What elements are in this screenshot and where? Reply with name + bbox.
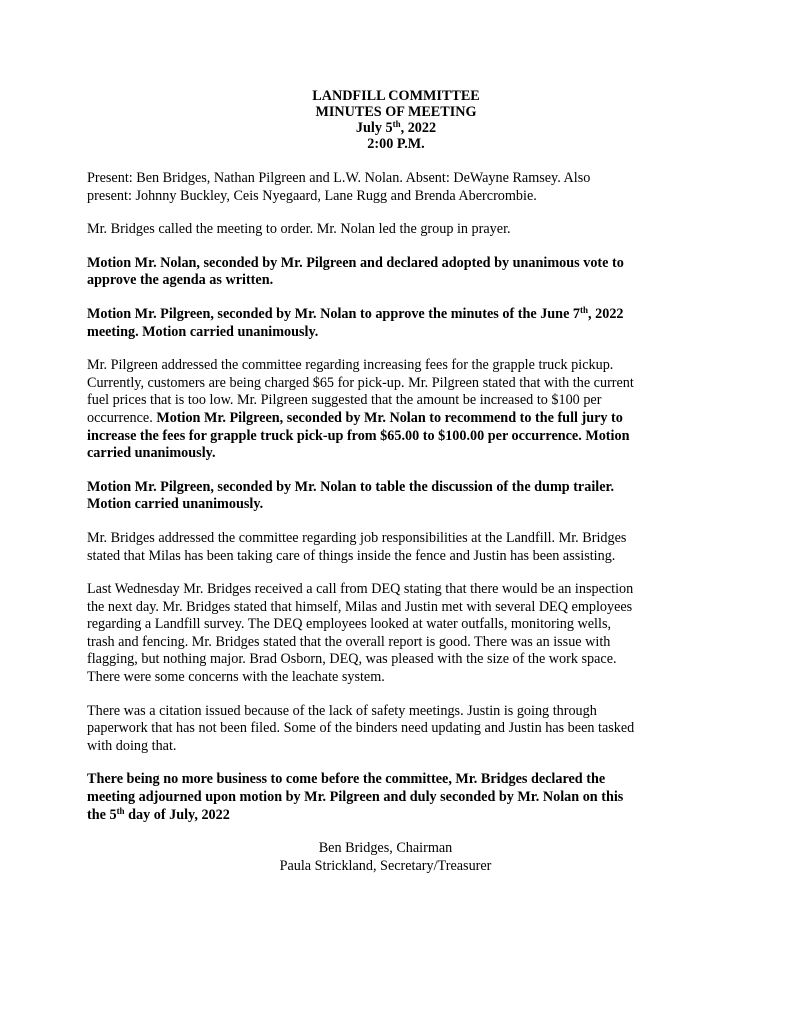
document-header — [90, 88, 702, 152]
deq-inspection-paragraph: Last Wednesday Mr. Bridges received a call from DEQ stating that there would be an inspection the next day. Mr. Bridges stated that himself, Milas and Justin met with several DEQ employees regarding a Landfill survey. The DEQ employees looked at water outfalls, monitoring wells, trash and fencing. Mr. Bridges stated that the overall report is good. There was an issue with flagging, but nothing major. Brad Osborn, DEQ, was pleased with the size of the work space. There were some concerns with the leachate system. — [87, 581, 634, 686]
committee-name: LANDFILL COMMITTEE — [312, 88, 480, 104]
motion-agenda-paragraph: Motion Mr. Nolan, seconded by Mr. Pilgreen and declared adopted by unanimous vote to approve the agenda as written. — [87, 254, 624, 289]
document-title: MINUTES OF MEETING — [315, 104, 477, 120]
signature-block — [69, 840, 702, 875]
motion-minutes-paragraph: Motion Mr. Pilgreen, seconded by Mr. Nolan to approve the minutes of the June 7th, 2022 meeting. Motion carried unanimously. — [87, 304, 624, 340]
adjournment-paragraph: There being no more business to come before the committee, Mr. Bridges declared the meeting adjourned upon motion by Mr. Pilgreen and duly seconded by Mr. Nolan on this the 5th day of July, 2022 — [87, 771, 624, 823]
document-page — [87, 88, 702, 875]
motion-dump-trailer-paragraph: Motion Mr. Pilgreen, seconded by Mr. Nolan to table the discussion of the dump trailer. Motion carried unanimously. — [87, 478, 615, 513]
citation-paragraph: There was a citation issued because of the lack of safety meetings. Justin is going through paperwork that has not been filed. Some of the binders need updating and Justin has been tasked with doing that. — [87, 702, 635, 754]
meeting-time: 2:00 P.M. — [367, 136, 425, 152]
attendance-paragraph: Present: Ben Bridges, Nathan Pilgreen and L.W. Nolan. Absent: DeWayne Ramsey. Also present: Johnny Buckley, Ceis Nyegaard, Lane Rugg and Brenda Abercrombie. — [87, 170, 591, 204]
grapple-fees-paragraph: Mr. Pilgreen addressed the committee regarding increasing fees for the grapple truck pickup. Currently, customers are being charged $65 for pick-up. Mr. Pilgreen stated that with the current fuel prices that is too low. Mr. Pilgreen suggested that the amount be increased to $100 per occurrence. Motion Mr. Pilgreen, seconded by Mr. Nolan to recommend to the full jury to increase the fees for grapple truck pick-up from $65.00 to $100.00 per occurrence. Motion carried unanimously. — [87, 357, 634, 462]
secretary-signature: Paula Strickland, Secretary/Treasurer — [279, 857, 492, 874]
call-to-order-paragraph: Mr. Bridges called the meeting to order. Mr. Nolan led the group in prayer. — [87, 221, 511, 238]
chairman-signature: Ben Bridges, Chairman — [318, 840, 453, 857]
job-responsibilities-paragraph: Mr. Bridges addressed the committee regarding job responsibilities at the Landfill. Mr. Bridges stated that Milas has been taking care of things inside the fence and Justin has been assisting. — [87, 529, 627, 564]
meeting-date: July 5th, 2022 — [355, 119, 437, 136]
